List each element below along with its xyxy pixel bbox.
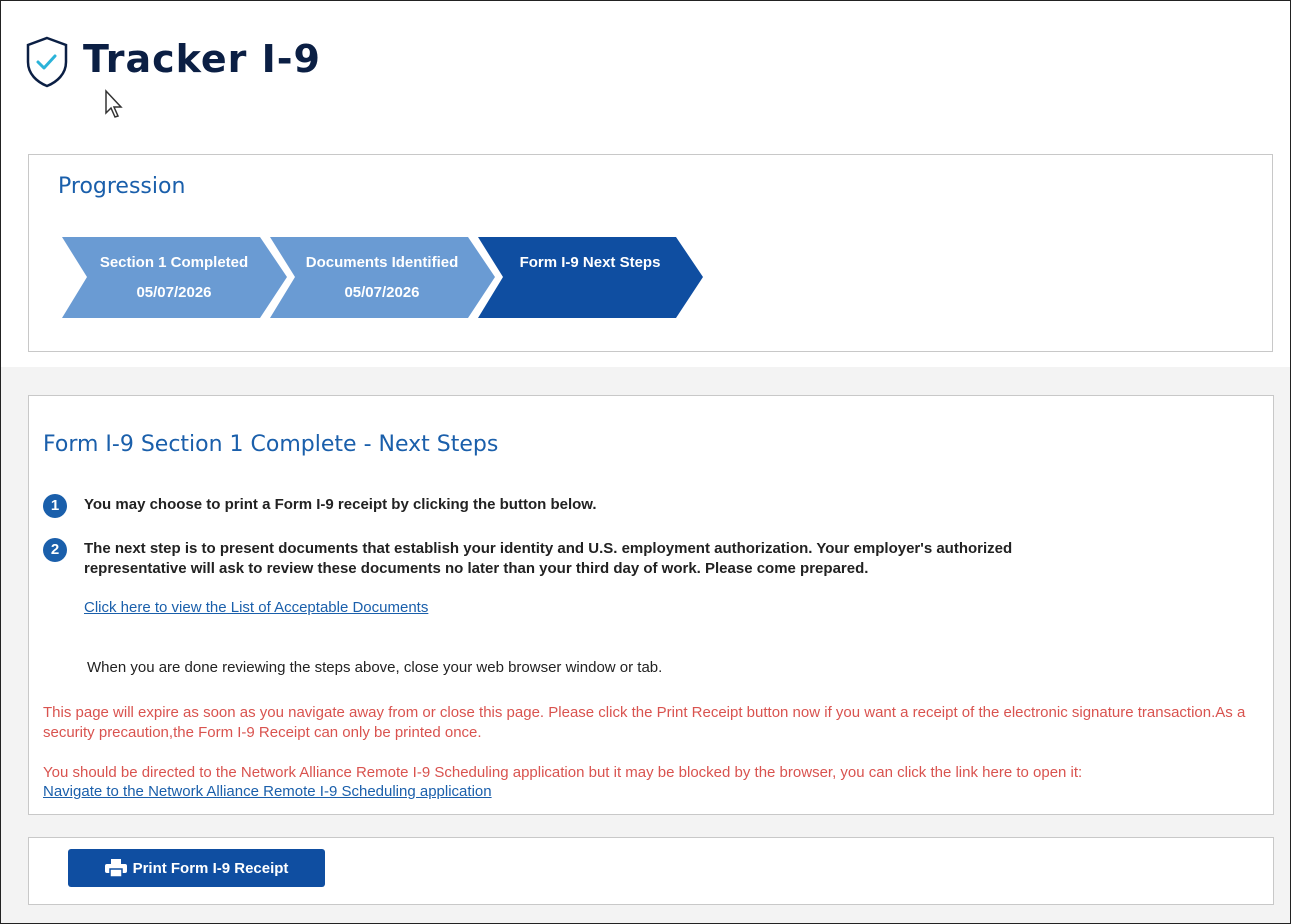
progression-card [28, 154, 1273, 352]
step-2-text-line2: representative will ask to review these documents no later than your third day of work. Please come prepared. [84, 560, 869, 577]
printer-icon [105, 859, 127, 877]
step-2-text-line1: The next step is to present documents that establish your identity and U.S. employment authorization. Your employer's authorized [84, 540, 1013, 557]
step-documents-identified [282, 254, 482, 304]
step-1-text: You may choose to print a Form I-9 receipt by clicking the button below. [84, 496, 597, 513]
redirect-warning: You should be directed to the Network Alliance Remote I-9 Scheduling application but it may be blocked by the browser, you can click the link here to open it: [43, 764, 1083, 781]
step-section-1 [74, 254, 274, 304]
actions-card [28, 837, 1274, 905]
step-label: Form I-9 Next Steps [519, 254, 661, 271]
step-label: Documents Identified [305, 254, 459, 271]
step-number-1-icon: 1 [43, 494, 67, 518]
expire-warning-line2: security precaution,the Form I-9 Receipt can only be printed once. [43, 724, 482, 741]
step-next-steps [490, 254, 690, 274]
next-steps-heading: Form I-9 Section 1 Complete - Next Steps [43, 432, 499, 457]
shield-check-icon [25, 36, 69, 88]
print-receipt-button[interactable] [68, 849, 325, 887]
scheduling-app-link[interactable]: Navigate to the Network Alliance Remote I-9 Scheduling application [43, 783, 492, 800]
print-receipt-label: Print Form I-9 Receipt [132, 859, 289, 877]
acceptable-documents-link[interactable]: Click here to view the List of Acceptable Documents [84, 599, 429, 616]
app-title: Tracker I-9 [83, 37, 321, 81]
mouse-cursor-icon [104, 89, 124, 119]
step-date: 05/07/2026 [344, 284, 420, 301]
next-steps-card [28, 395, 1274, 815]
done-instructions: When you are done reviewing the steps above, close your web browser window or tab. [87, 659, 663, 676]
expire-warning-line1: This page will expire as soon as you navigate away from or close this page. Please click the Print Receipt button now if you want a receipt of the electronic signature transaction.As a [43, 704, 1246, 721]
step-label: Section 1 Completed [99, 254, 249, 271]
step-date: 05/07/2026 [136, 284, 212, 301]
step-chevron-next-steps [478, 237, 703, 318]
app-header [1, 1, 1290, 151]
progression-title: Progression [58, 174, 186, 199]
step-number-2-icon: 2 [43, 538, 67, 562]
